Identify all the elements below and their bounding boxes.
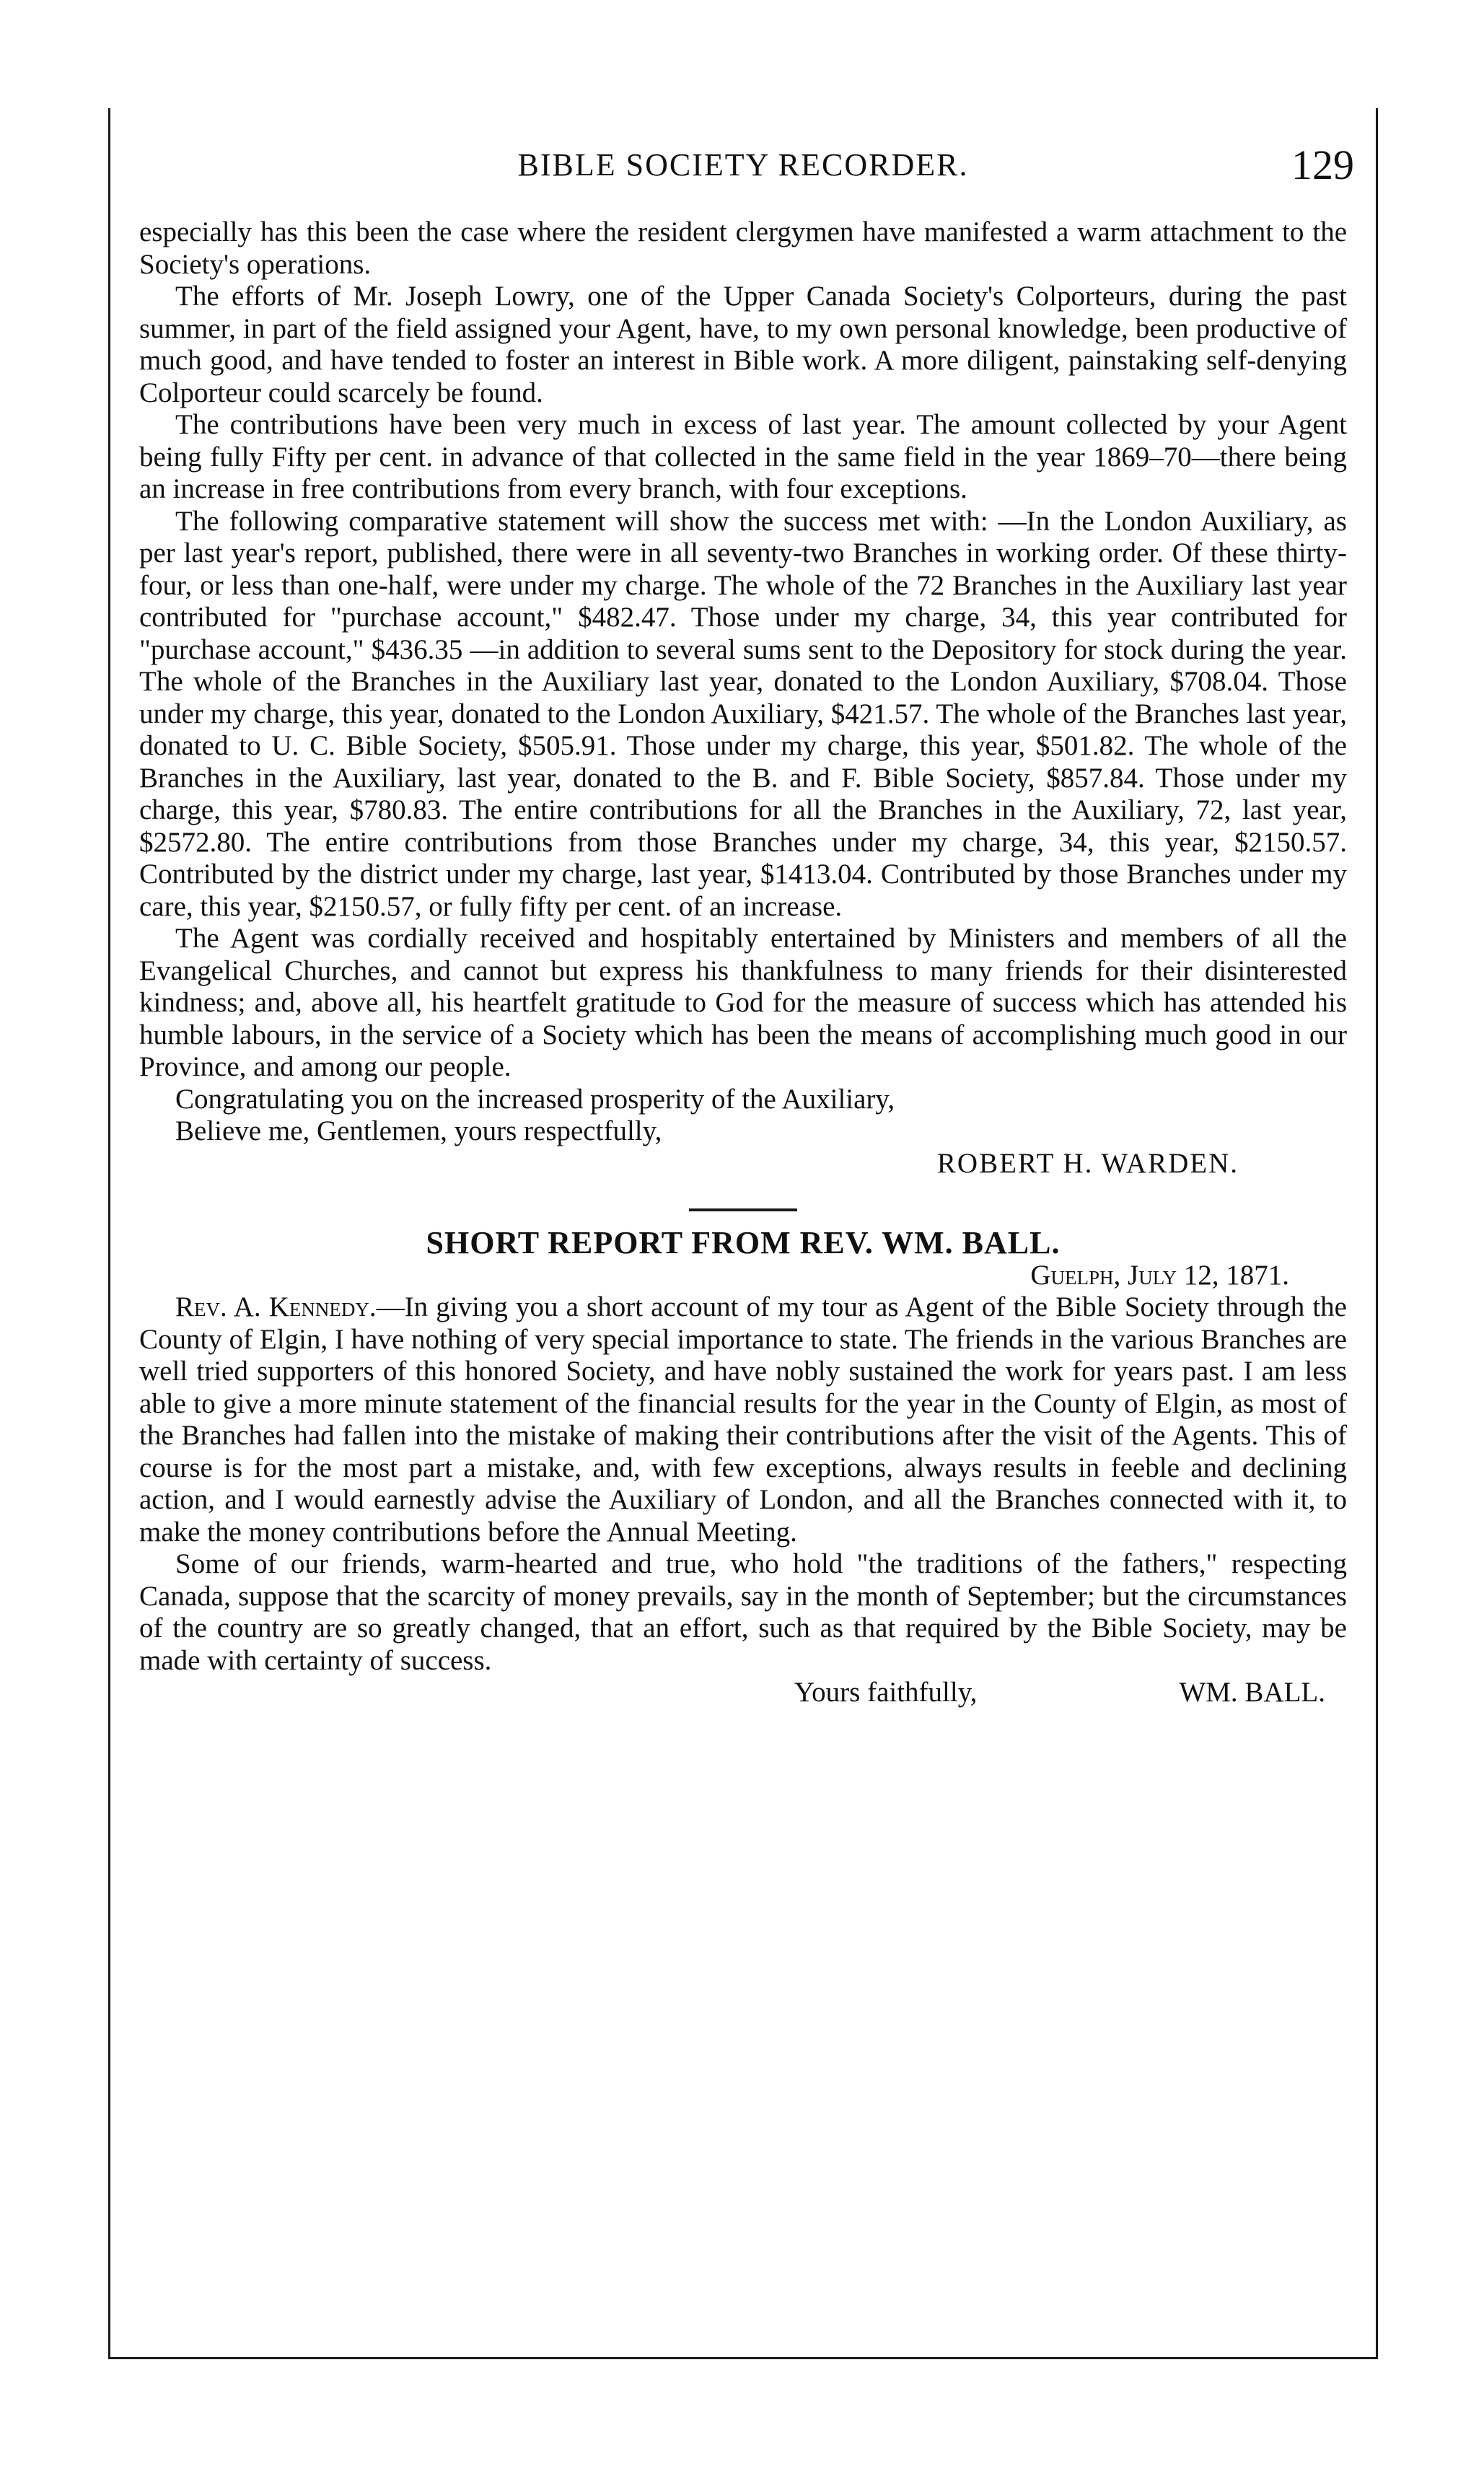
letter-paragraph: especially has this been the case where the resident clergymen have manifested a warm attachment to the Society's operations. [139,216,1347,280]
letter-paragraph: The contributions have been very much in excess of last year. The amount collected by your Agent being fully Fifty per cent. in advance of that collected in the same field in the year 1869–70—there being an increase in free contributions from every branch, with four exceptions. [139,409,1347,504]
letter-paragraph: The efforts of Mr. Joseph Lowry, one of the Upper Canada Society's Colporteurs, during the past summer, in part of the field assigned your Agent, have, to my own personal knowledge, been productive of much good, and have tended to foster an interest in Bible work. A more diligent, painstaking self-denying Colporteur could scarcely be found. [139,281,1347,408]
report-dateline: Guelph, July 12, 1871. [1030,1259,1289,1291]
page-frame [108,108,1378,2359]
letter-valediction: Believe me, Gentlemen, yours respectfully, [175,1115,662,1146]
report-paragraph-text: —In giving you a short account of my tour as Agent of the Bible Society through the County of Elgin, I have nothing of very special importance to state. The friends in the various Branches are well tried supporters of this honored Society, and have nobly sustained the work for years past. I am less able to give a more minute statement of the financial results for the year in the County of Elgin, as most of the Branches had fallen into the mistake of making their contributions after the visit of the Agents. This of course is for the most part a mistake, and, with few exceptions, always results in feeble and declining action, and I would earnestly advise the Auxiliary of London, and all the Branches connected with it, to make the money contributions before the Annual Meeting. [139,1291,1347,1548]
section-divider [689,1208,797,1211]
running-title: BIBLE SOCIETY RECORDER. [517,147,969,183]
report-paragraph [139,1291,1347,1548]
letter-paragraph: The Agent was cordially received and hospitably entertained by Ministers and members of all the Evangelical Churches, and cannot but express his thankfulness to many friends for their disinterested kindness; and, above all, his heartfelt gratitude to God for the measure of success which has attended his humble labours, in the service of a Society which has been the means of accomplishing much good in our Province, and among our people. [139,923,1347,1082]
letter-closing: Congratulating you on the increased prosperity of the Auxiliary, [175,1083,895,1115]
report-salutation: Rev. A. Kennedy. [175,1291,377,1322]
report-paragraph: Some of our friends, warm-hearted and true, who hold "the traditions of the fathers," respecting Canada, suppose that the scarcity of money prevails, say in the month of September; but the circumstances of the country are so greatly changed, that an effort, such as that required by the Bible Society, may be made with certainty of success. [139,1548,1347,1676]
page-number: 129 [1291,141,1354,188]
report-signoff-line [139,1677,1347,1709]
section-heading: SHORT REPORT FROM REV. WM. BALL. [426,1225,1061,1260]
letter-signature: ROBERT H. WARDEN. [936,1147,1239,1179]
page-header [110,141,1376,198]
report-signature: WM. BALL. [1179,1677,1325,1708]
letter-paragraph: The following comparative statement will show the success met with: —In the London Auxiliary, as per last year's report, published, there were in all seventy-two Branches in working order. Of these thirty-four, or less than one-half, were under my charge. The whole of the 72 Branches in the Auxiliary last year contributed for "purchase account," $482.47. Those under my charge, 34, this year contributed for "purchase account," $436.35 —in addition to several sums sent to the Depository for stock during the year. The whole of the Branches in the Auxiliary last year, donated to the London Auxiliary, $708.04. Those under my charge, this year, donated to the London Auxiliary, $421.57. The whole of the Branches last year, donated to U. C. Bible Society, $505.91. Those under my charge, this year, $501.82. The whole of the Branches in the Auxiliary, last year, donated to the B. and F. Bible Society, $857.84. Those under my charge, this year, $780.83. The entire contributions for all the Branches in the Auxiliary, 72, last year, $2572.80. The entire contributions from those Branches under my charge, 34, this year, $2150.57. Contributed by the district under my charge, last year, $1413.04. Contributed by those Branches under my care, this year, $2150.57, or fully fifty per cent. of an increase. [139,505,1347,922]
body-text [139,216,1347,1709]
report-signoff: Yours faithfully, [794,1677,978,1708]
